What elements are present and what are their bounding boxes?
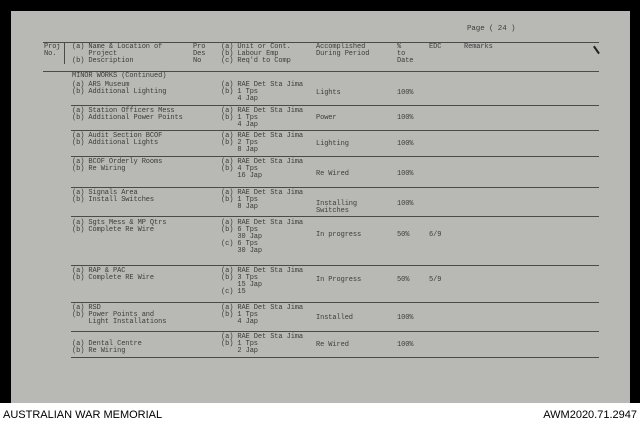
row-unit: (a) RAE Det Sta Jima (b) 1 Tps 2 Jap xyxy=(221,333,304,355)
row-name: (a) BCOF Orderly Rooms (b) Re Wiring xyxy=(72,158,163,173)
institution-credit: AUSTRALIAN WAR MEMORIAL xyxy=(3,409,163,421)
column-divider xyxy=(64,42,65,64)
row-name: (a) Audit Section BCOF (b) Additional Lights xyxy=(72,132,163,147)
row-divider xyxy=(71,357,599,358)
row-percent: 50% xyxy=(397,276,410,284)
row-name: (a) RAP & PAC (b) Complete RE Wire xyxy=(72,267,155,282)
row-accomplished: Re Wired xyxy=(316,341,349,349)
row-divider xyxy=(71,302,599,303)
row-unit: (a) RAE Det Sta Jima (b) 3 Tps 15 Jap (c) 15 xyxy=(221,267,304,296)
row-unit: (a) RAE Det Sta Jima (b) 6 Tps 30 Jap (c) 6 Tps 30 Jap xyxy=(221,219,304,255)
row-divider xyxy=(71,187,599,188)
header-proj-no: Proj No. xyxy=(44,43,61,58)
row-accomplished: In progress xyxy=(316,231,362,239)
row-name: (a) Station Officers Mess (b) Additional Power Points xyxy=(72,107,183,122)
header-remarks: Remarks xyxy=(464,43,493,51)
row-divider xyxy=(71,156,599,157)
pen-mark xyxy=(593,43,604,54)
row-unit: (a) RAE Det Sta Jima (b) 1 Tps 4 Jap xyxy=(221,107,304,129)
row-percent: 100% xyxy=(397,200,414,208)
row-percent: 100% xyxy=(397,140,414,148)
row-unit: (a) RAE Det Sta Jima (b) 1 Tps 4 Jap xyxy=(221,304,304,326)
row-divider xyxy=(71,216,599,217)
row-percent: 100% xyxy=(397,89,414,97)
row-divider xyxy=(71,331,599,332)
header-name-location: (a) Name & Location of Project (b) Description xyxy=(72,43,163,65)
row-percent: 100% xyxy=(397,170,414,178)
row-percent: 50% xyxy=(397,231,410,239)
row-percent: 100% xyxy=(397,341,414,349)
header-pro-des: Pro Des No xyxy=(193,43,206,65)
row-divider xyxy=(71,130,599,131)
row-unit: (a) RAE Det Sta Jima (b) 1 Tps 8 Jap xyxy=(221,189,304,211)
header-edc: EDC xyxy=(429,43,442,51)
row-accomplished: Power xyxy=(316,114,337,122)
header-accomplished: Accomplished During Period xyxy=(316,43,370,58)
row-name: (a) Dental Centre (b) Re Wiring xyxy=(72,340,142,355)
document-page xyxy=(11,11,630,403)
row-unit: (a) RAE Det Sta Jima (b) 2 Tps 8 Jap xyxy=(221,132,304,154)
row-accomplished: Lights xyxy=(316,89,341,97)
row-percent: 100% xyxy=(397,114,414,122)
header-percent: % to Date xyxy=(397,43,414,65)
row-accomplished: In Progress xyxy=(316,276,362,284)
row-edc: 5/9 xyxy=(429,276,442,284)
row-divider xyxy=(71,105,599,106)
row-accomplished: Lighting xyxy=(316,140,349,148)
row-name: (a) ARS Museum (b) Additional Lighting xyxy=(72,81,167,96)
archive-footer xyxy=(0,403,640,425)
page-number: Page ( 24 ) xyxy=(467,25,516,33)
accession-number: AWM2020.71.2947 xyxy=(543,409,637,421)
row-name: (a) Sgts Mess & MP Qtrs (b) Complete Re Wire xyxy=(72,219,167,234)
row-unit: (a) RAE Det Sta Jima (b) 4 Tps 16 Jap xyxy=(221,158,304,180)
row-accomplished: Installed xyxy=(316,314,353,322)
section-title: MINOR WORKS (Continued) xyxy=(72,72,167,80)
row-divider xyxy=(71,265,599,266)
header-top-rule xyxy=(43,42,599,43)
row-unit: (a) RAE Det Sta Jima (b) 1 Tps 4 Jap xyxy=(221,81,304,103)
row-accomplished: Re Wired xyxy=(316,170,349,178)
row-edc: 6/9 xyxy=(429,231,442,239)
row-name: (a) Signals Area (b) Install Switches xyxy=(72,189,155,204)
header-unit: (a) Unit or Cont. (b) Labour Emp (c) Req'd to Comp xyxy=(221,43,291,65)
row-accomplished: Installing Switches xyxy=(316,200,358,215)
row-name: (a) RSD (b) Power Points and Light Installations xyxy=(72,304,167,326)
row-percent: 100% xyxy=(397,314,414,322)
